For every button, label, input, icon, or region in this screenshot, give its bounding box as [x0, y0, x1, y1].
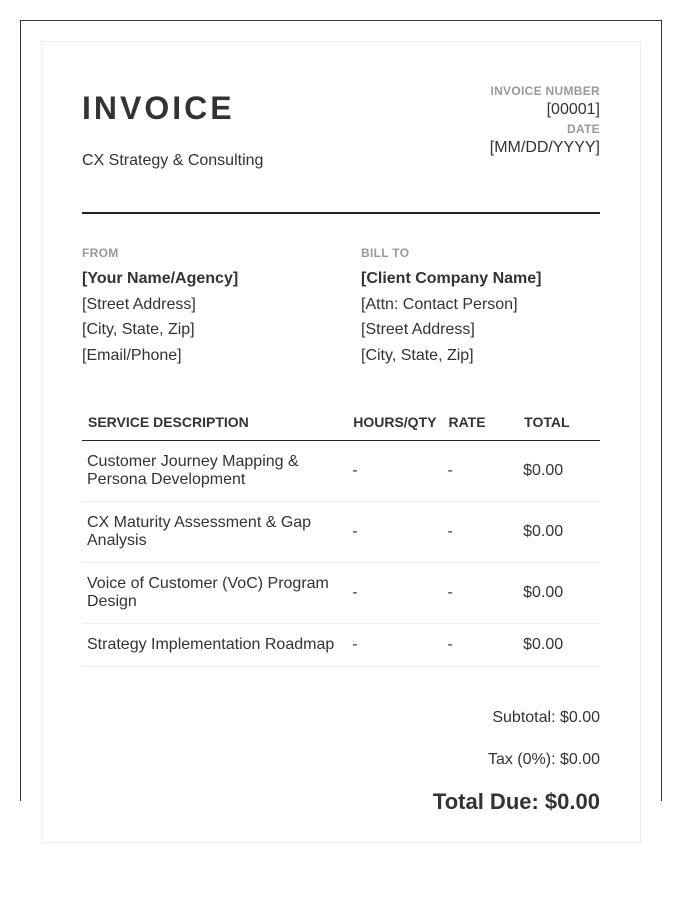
row-rate: -: [442, 563, 518, 624]
table-row: [82, 502, 600, 563]
bill-to-city: [City, State, Zip]: [361, 346, 474, 364]
bill-to-label: BILL TO: [361, 246, 410, 260]
bill-to-street: [Street Address]: [361, 321, 475, 338]
from-street: [Street Address]: [82, 295, 196, 313]
from-label: FROM: [82, 246, 119, 260]
row-total: $0.00: [518, 502, 600, 563]
totals-block: [433, 709, 600, 835]
row-total: $0.00: [518, 441, 600, 502]
bill-to-block: [361, 246, 611, 368]
table-row: [82, 563, 600, 624]
table-header-row: [82, 403, 600, 441]
total-due: Total Due: $0.00: [432, 789, 600, 814]
from-city: [City, State, Zip]: [82, 321, 195, 338]
header-divider: [82, 212, 600, 214]
invoice-number-value: [00001]: [546, 101, 600, 118]
row-qty: -: [347, 502, 442, 563]
row-rate: -: [442, 624, 518, 667]
header-total: TOTAL: [518, 403, 600, 441]
date-label: DATE: [567, 122, 600, 136]
bill-to-name: [Client Company Name]: [361, 270, 542, 287]
table-row: [82, 624, 600, 667]
table-row: [82, 441, 600, 502]
row-qty: -: [347, 441, 442, 502]
from-block: [82, 246, 332, 368]
invoice-page: [41, 41, 641, 843]
services-table: [82, 403, 600, 667]
row-qty: -: [347, 624, 442, 667]
row-description: CX Maturity Assessment & Gap Analysis: [82, 502, 347, 563]
row-description: Strategy Implementation Roadmap: [82, 624, 347, 667]
row-rate: -: [442, 502, 518, 563]
bill-to-attn: [Attn: Contact Person]: [361, 295, 518, 313]
invoice-title: INVOICE: [82, 90, 235, 126]
company-name: CX Strategy & Consulting: [82, 152, 264, 169]
invoice-number-label: INVOICE NUMBER: [490, 84, 600, 98]
tax: Tax (0%): $0.00: [487, 751, 600, 768]
from-name: [Your Name/Agency]: [82, 270, 239, 287]
date-value: [MM/DD/YYYY]: [489, 139, 600, 156]
row-rate: -: [442, 441, 518, 502]
header-rate: RATE: [442, 403, 518, 441]
subtotal: Subtotal: $0.00: [492, 709, 600, 726]
invoice-meta: [490, 84, 600, 160]
row-qty: -: [347, 563, 442, 624]
document-frame: [20, 20, 662, 814]
row-description: Customer Journey Mapping & Persona Development: [82, 441, 347, 502]
from-contact: [Email/Phone]: [82, 346, 182, 364]
row-total: $0.00: [518, 624, 600, 667]
row-description: Voice of Customer (VoC) Program Design: [82, 563, 347, 624]
header-hours-qty: HOURS/QTY: [347, 403, 442, 441]
row-total: $0.00: [518, 563, 600, 624]
header-service-description: SERVICE DESCRIPTION: [82, 403, 347, 441]
